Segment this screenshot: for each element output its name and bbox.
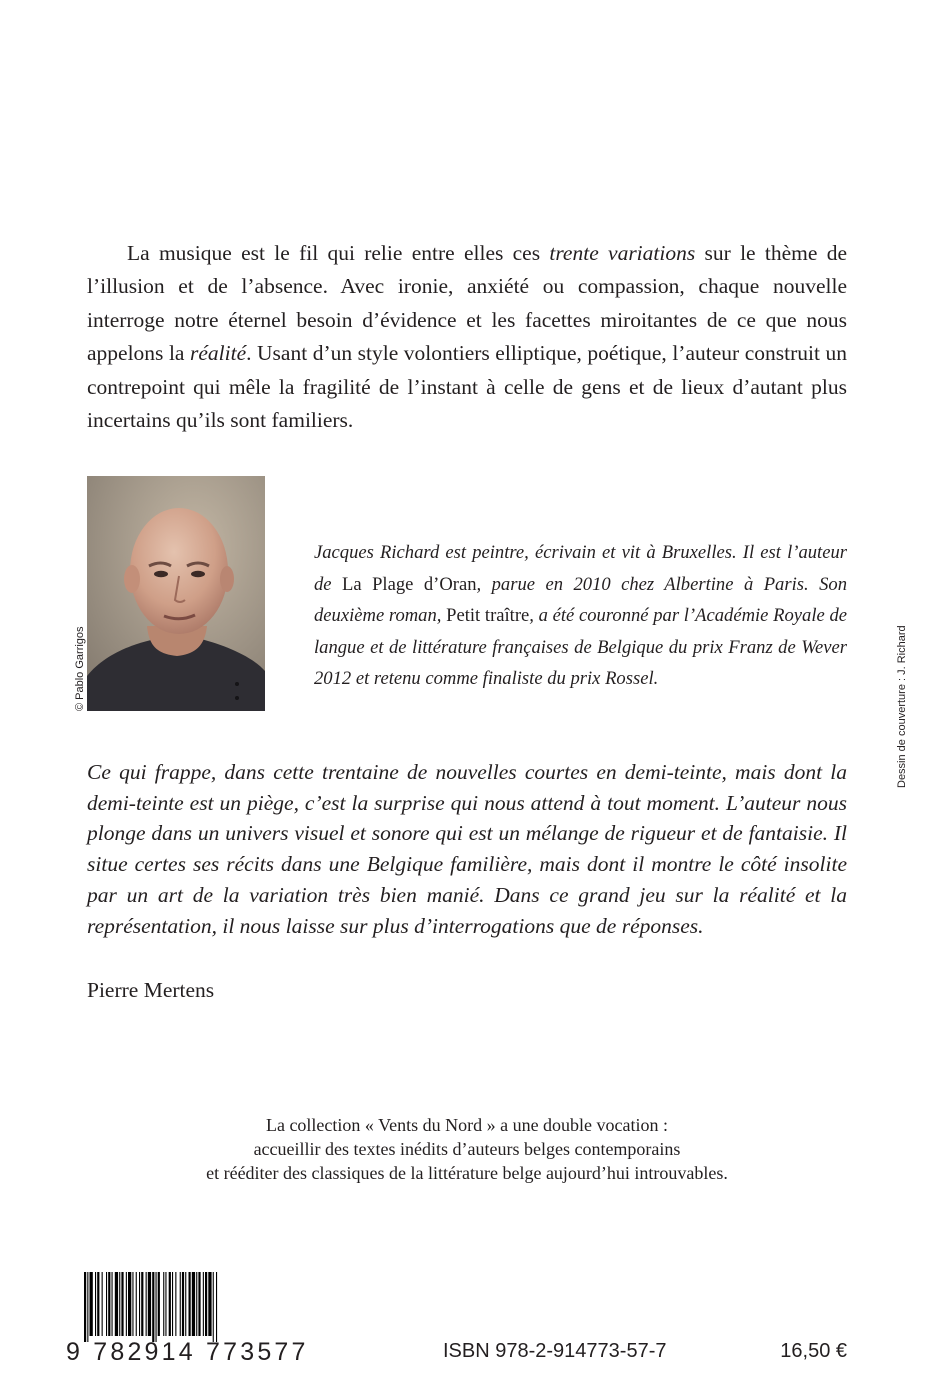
blurb-italic-title: trente variations xyxy=(549,241,696,265)
barcode-bar xyxy=(216,1272,217,1342)
barcode-bar xyxy=(213,1272,214,1342)
barcode-bar xyxy=(119,1272,120,1336)
barcode-bars xyxy=(84,1272,314,1342)
barcode-bar xyxy=(126,1272,127,1336)
barcode-digits: 9 782914 773577 xyxy=(66,1338,309,1366)
author-bio xyxy=(314,537,847,695)
barcode-bar xyxy=(128,1272,131,1336)
bio-part-3: , a été couronné par l’Académie Royale de langue et de littérature françaises de Belgique du prix Franz de Wever 2012 et retenu comme finaliste du prix Rossel. xyxy=(314,605,847,689)
barcode-bar xyxy=(198,1272,200,1336)
barcode-bar xyxy=(112,1272,113,1336)
photo-credit: © Pablo Garrigos xyxy=(74,626,86,711)
barcode xyxy=(60,1272,320,1372)
barcode-bar xyxy=(169,1272,171,1336)
bio-book-title-2: Petit traître xyxy=(446,605,530,626)
barcode-bar xyxy=(163,1272,164,1336)
barcode-bar xyxy=(189,1272,191,1336)
barcode-bar xyxy=(185,1272,186,1336)
barcode-bar xyxy=(182,1272,184,1336)
barcode-bar xyxy=(87,1272,88,1342)
barcode-bar xyxy=(139,1272,140,1336)
blurb-italic-word: réalité xyxy=(190,341,247,366)
author-photo xyxy=(87,476,265,711)
collection-line-3: et rééditer des classiques de la littérature belge aujourd’hui introuvables. xyxy=(206,1163,728,1183)
price: 16,50 € xyxy=(780,1340,847,1362)
barcode-bar xyxy=(148,1272,151,1336)
barcode-bar xyxy=(165,1272,166,1336)
barcode-bar xyxy=(121,1272,123,1336)
blurb-part-1: La musique est le fil qui relie entre elles ces xyxy=(127,241,550,265)
barcode-bar xyxy=(97,1272,99,1336)
quote-author: Pierre Mertens xyxy=(87,978,215,1002)
barcode-bar xyxy=(156,1272,157,1342)
bio-part-1: Jacques Richard est peintre, écrivain et vit à Bruxelles. Il est l’auteur de xyxy=(314,542,847,595)
barcode-bar xyxy=(196,1272,197,1336)
collection-line-1: La collection « Vents du Nord » a une double vocation : xyxy=(265,1115,669,1135)
isbn: ISBN 978-2-914773-57-7 xyxy=(443,1340,667,1362)
barcode-bar xyxy=(203,1272,204,1336)
barcode-bar xyxy=(108,1272,110,1336)
cover-illustration-credit: Dessin de couverture : J. Richard xyxy=(896,625,908,788)
barcode-bar xyxy=(146,1272,147,1336)
barcode-bar xyxy=(172,1272,173,1336)
blurb-part-3: . Usant d’un style volontiers elliptique, poétique, l’auteur construit un contrepoint qui mêle la fragilité de l’instant à celle de gens et de lieux d’autant plus incertains qu’ils sont familiers. xyxy=(87,341,847,433)
barcode-bar xyxy=(132,1272,133,1336)
barcode-bar xyxy=(90,1272,93,1336)
barcode-bar xyxy=(115,1272,118,1336)
barcode-bar xyxy=(152,1272,154,1342)
barcode-bar xyxy=(141,1272,143,1336)
barcode-bar xyxy=(136,1272,137,1336)
bio-book-title-1: La Plage d’Oran xyxy=(342,573,477,595)
collection-statement xyxy=(87,1113,847,1185)
back-cover-blurb xyxy=(87,237,847,437)
collection-line-2: accueillir des textes inédits d’auteurs belges contemporains xyxy=(253,1139,681,1159)
barcode-bar xyxy=(192,1272,195,1336)
bio-part-2: , parue en 2010 chez Albertine à Paris. Son deuxième roman, xyxy=(314,573,847,626)
review-quote: Ce qui frappe, dans cette trentaine de nouvelles courtes en demi-teinte, mais dont la demi-teinte est un piège, c’est la surprise qui nous attend à tout moment. L’auteur nous plonge dans un univers visuel et sonore qui est un mélange de rigueur et de fantaisie. Il situe certes ses récits dans une Belgique familière, mais dont il montre le côté insolite par un art de la variation très bien manié. Dans ce grand jeu sur la réalité et la représentation, il nous laisse sur plus d’interrogations que de réponses. xyxy=(87,760,847,938)
barcode-bar xyxy=(84,1272,86,1342)
barcode-bar xyxy=(158,1272,160,1336)
barcode-bar xyxy=(102,1272,103,1336)
blurb-part-2: sur le thème de l’illusion et de l’absence. Avec ironie, anxiété ou compassion, chaque nouvelle interroge notre éternel besoin d’évidence et les facettes miroitantes de ce que nous appelons la xyxy=(87,241,847,366)
barcode-bar xyxy=(180,1272,181,1336)
barcode-bar xyxy=(205,1272,207,1336)
barcode-bar xyxy=(175,1272,176,1336)
barcode-bar xyxy=(106,1272,107,1336)
barcode-bar xyxy=(208,1272,211,1336)
barcode-bar xyxy=(95,1272,96,1336)
